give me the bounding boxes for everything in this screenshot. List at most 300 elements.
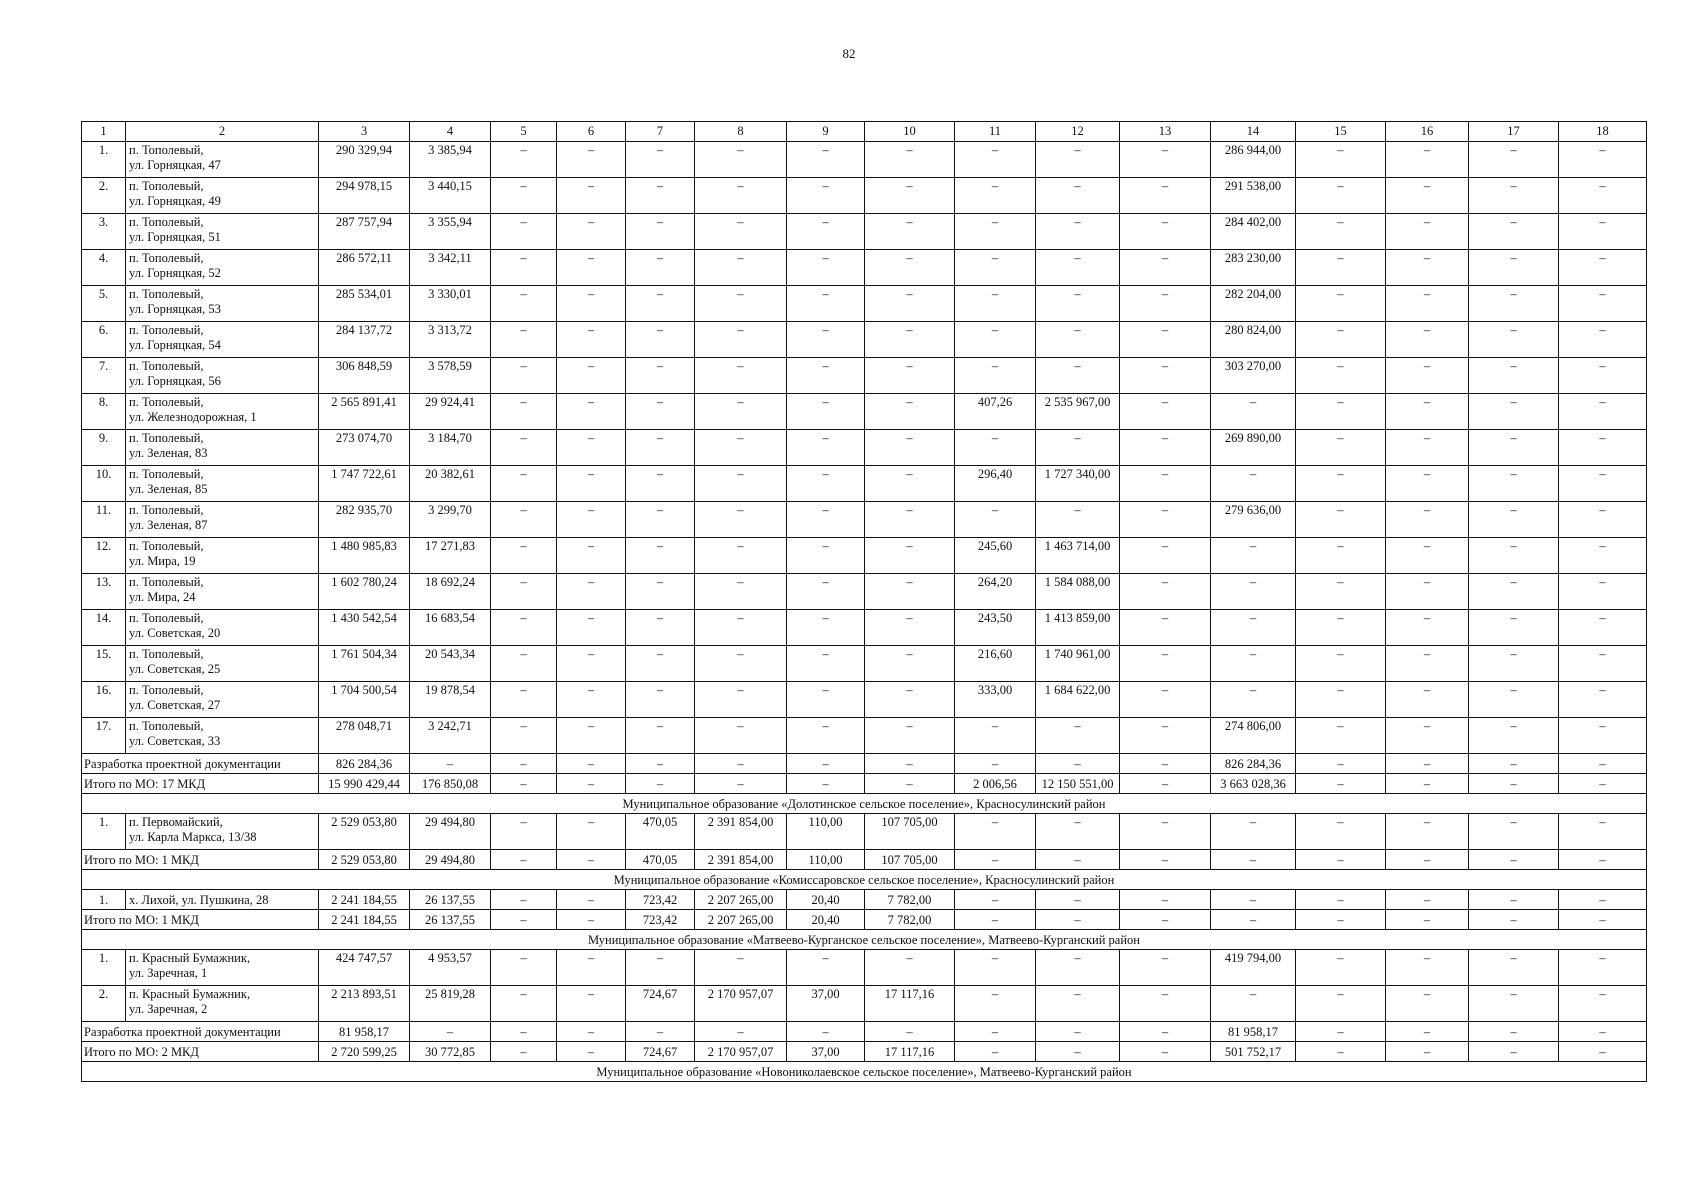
value-cell-col-11: – [955, 178, 1036, 214]
total-label: Итого по МО: 2 МКД [82, 1042, 319, 1062]
value-cell-col-3: 1 704 500,54 [319, 682, 410, 718]
value-cell-col-15: – [1296, 178, 1386, 214]
value-cell-col-18: – [1559, 466, 1647, 502]
value-cell-col-6: – [557, 286, 626, 322]
value-cell-col-10: 17 117,16 [865, 986, 955, 1022]
total-cell-col-11: 2 006,56 [955, 774, 1036, 794]
value-cell-col-12: – [1036, 142, 1120, 178]
total-cell-col-15: – [1296, 1042, 1386, 1062]
value-cell-col-17: – [1469, 394, 1559, 430]
building-address: п. Красный Бумажник, ул. Заречная, 1 [126, 950, 319, 986]
building-address: п. Тополевый, ул. Горняцкая, 51 [126, 214, 319, 250]
value-cell-col-4: 3 330,01 [410, 286, 491, 322]
total-cell-col-11: – [955, 910, 1036, 930]
total-cell-col-10: 107 705,00 [865, 850, 955, 870]
total-cell-col-18: – [1559, 850, 1647, 870]
column-number-12: 12 [1036, 122, 1120, 142]
building-row [82, 214, 1647, 250]
total-cell-col-13: – [1120, 850, 1211, 870]
total-cell-col-10: – [865, 1022, 955, 1042]
building-address: п. Тополевый, ул. Советская, 20 [126, 610, 319, 646]
total-cell-col-3: 826 284,36 [319, 754, 410, 774]
value-cell-col-9: – [787, 950, 865, 986]
value-cell-col-13: – [1120, 358, 1211, 394]
building-address: п. Тополевый, ул. Горняцкая, 47 [126, 142, 319, 178]
total-cell-col-4: 176 850,08 [410, 774, 491, 794]
section-header-row [82, 930, 1647, 950]
value-cell-col-13: – [1120, 250, 1211, 286]
column-number-16: 16 [1386, 122, 1469, 142]
column-number-11: 11 [955, 122, 1036, 142]
value-cell-col-11: – [955, 950, 1036, 986]
value-cell-col-15: – [1296, 986, 1386, 1022]
value-cell-col-16: – [1386, 466, 1469, 502]
row-number: 10. [82, 466, 126, 502]
value-cell-col-4: 29 494,80 [410, 814, 491, 850]
value-cell-col-4: 3 342,11 [410, 250, 491, 286]
value-cell-col-6: – [557, 950, 626, 986]
building-row [82, 610, 1647, 646]
total-cell-col-13: – [1120, 754, 1211, 774]
value-cell-col-15: – [1296, 466, 1386, 502]
value-cell-col-6: – [557, 142, 626, 178]
value-cell-col-6: – [557, 986, 626, 1022]
value-cell-col-12: – [1036, 178, 1120, 214]
row-number: 6. [82, 322, 126, 358]
value-cell-col-7: – [626, 286, 695, 322]
value-cell-col-18: – [1559, 286, 1647, 322]
value-cell-col-17: – [1469, 682, 1559, 718]
total-cell-col-8: – [695, 774, 787, 794]
value-cell-col-11: – [955, 322, 1036, 358]
value-cell-col-9: 110,00 [787, 814, 865, 850]
column-number-5: 5 [491, 122, 557, 142]
value-cell-col-13: – [1120, 574, 1211, 610]
value-cell-col-16: – [1386, 610, 1469, 646]
value-cell-col-18: – [1559, 610, 1647, 646]
total-row [82, 910, 1647, 930]
value-cell-col-5: – [491, 814, 557, 850]
value-cell-col-6: – [557, 682, 626, 718]
value-cell-col-15: – [1296, 646, 1386, 682]
column-number-6: 6 [557, 122, 626, 142]
value-cell-col-18: – [1559, 358, 1647, 394]
total-cell-col-16: – [1386, 1042, 1469, 1062]
value-cell-col-14: 269 890,00 [1211, 430, 1296, 466]
value-cell-col-8: – [695, 466, 787, 502]
value-cell-col-14: 303 270,00 [1211, 358, 1296, 394]
value-cell-col-13: – [1120, 394, 1211, 430]
value-cell-col-8: 2 391 854,00 [695, 814, 787, 850]
total-cell-col-9: – [787, 754, 865, 774]
building-row [82, 814, 1647, 850]
value-cell-col-18: – [1559, 718, 1647, 754]
value-cell-col-10: – [865, 286, 955, 322]
total-cell-col-17: – [1469, 850, 1559, 870]
value-cell-col-16: – [1386, 358, 1469, 394]
value-cell-col-7: – [626, 682, 695, 718]
total-cell-col-9: 37,00 [787, 1042, 865, 1062]
value-cell-col-10: – [865, 574, 955, 610]
value-cell-col-10: – [865, 646, 955, 682]
value-cell-col-14: – [1211, 646, 1296, 682]
building-address: п. Тополевый, ул. Горняцкая, 53 [126, 286, 319, 322]
value-cell-col-7: – [626, 250, 695, 286]
value-cell-col-15: – [1296, 430, 1386, 466]
value-cell-col-3: 1 747 722,61 [319, 466, 410, 502]
value-cell-col-15: – [1296, 950, 1386, 986]
value-cell-col-17: – [1469, 358, 1559, 394]
total-cell-col-12: 12 150 551,00 [1036, 774, 1120, 794]
value-cell-col-4: 16 683,54 [410, 610, 491, 646]
value-cell-col-5: – [491, 890, 557, 910]
value-cell-col-17: – [1469, 178, 1559, 214]
value-cell-col-7: – [626, 214, 695, 250]
value-cell-col-18: – [1559, 814, 1647, 850]
value-cell-col-17: – [1469, 610, 1559, 646]
section-header-row [82, 1062, 1647, 1082]
total-cell-col-16: – [1386, 754, 1469, 774]
value-cell-col-12: – [1036, 250, 1120, 286]
total-cell-col-6: – [557, 910, 626, 930]
total-cell-col-5: – [491, 1042, 557, 1062]
total-cell-col-8: 2 391 854,00 [695, 850, 787, 870]
row-number: 16. [82, 682, 126, 718]
column-number-9: 9 [787, 122, 865, 142]
total-cell-col-4: 29 494,80 [410, 850, 491, 870]
value-cell-col-4: 3 355,94 [410, 214, 491, 250]
total-row [82, 1042, 1647, 1062]
value-cell-col-11: – [955, 718, 1036, 754]
value-cell-col-16: – [1386, 502, 1469, 538]
value-cell-col-16: – [1386, 718, 1469, 754]
value-cell-col-13: – [1120, 142, 1211, 178]
value-cell-col-14: – [1211, 466, 1296, 502]
value-cell-col-8: – [695, 430, 787, 466]
value-cell-col-9: – [787, 610, 865, 646]
value-cell-col-18: – [1559, 986, 1647, 1022]
total-cell-col-7: – [626, 774, 695, 794]
value-cell-col-14: 283 230,00 [1211, 250, 1296, 286]
total-cell-col-3: 15 990 429,44 [319, 774, 410, 794]
value-cell-col-10: – [865, 610, 955, 646]
value-cell-col-5: – [491, 466, 557, 502]
row-number: 1. [82, 950, 126, 986]
value-cell-col-13: – [1120, 718, 1211, 754]
value-cell-col-3: 286 572,11 [319, 250, 410, 286]
value-cell-col-9: – [787, 142, 865, 178]
value-cell-col-4: 26 137,55 [410, 890, 491, 910]
value-cell-col-17: – [1469, 250, 1559, 286]
row-number: 17. [82, 718, 126, 754]
value-cell-col-15: – [1296, 502, 1386, 538]
total-cell-col-9: 110,00 [787, 850, 865, 870]
value-cell-col-13: – [1120, 610, 1211, 646]
total-label: Итого по МО: 1 МКД [82, 850, 319, 870]
value-cell-col-10: – [865, 358, 955, 394]
value-cell-col-3: 287 757,94 [319, 214, 410, 250]
value-cell-col-12: – [1036, 286, 1120, 322]
total-cell-col-17: – [1469, 910, 1559, 930]
value-cell-col-16: – [1386, 814, 1469, 850]
value-cell-col-15: – [1296, 890, 1386, 910]
section-title: Муниципальное образование «Комиссаровское сельское поселение», Красносулинский район [82, 870, 1647, 890]
value-cell-col-8: 2 207 265,00 [695, 890, 787, 910]
value-cell-col-7: – [626, 950, 695, 986]
total-cell-col-7: – [626, 1022, 695, 1042]
value-cell-col-12: – [1036, 502, 1120, 538]
building-row [82, 250, 1647, 286]
building-row [82, 574, 1647, 610]
total-cell-col-5: – [491, 850, 557, 870]
value-cell-col-9: – [787, 214, 865, 250]
value-cell-col-16: – [1386, 178, 1469, 214]
value-cell-col-9: – [787, 646, 865, 682]
total-cell-col-18: – [1559, 1042, 1647, 1062]
value-cell-col-11: – [955, 250, 1036, 286]
total-label: Итого по МО: 17 МКД [82, 774, 319, 794]
value-cell-col-8: – [695, 394, 787, 430]
value-cell-col-3: 294 978,15 [319, 178, 410, 214]
value-cell-col-11: – [955, 214, 1036, 250]
building-address: х. Лихой, ул. Пушкина, 28 [126, 890, 319, 910]
value-cell-col-3: 306 848,59 [319, 358, 410, 394]
building-row [82, 950, 1647, 986]
column-number-13: 13 [1120, 122, 1211, 142]
value-cell-col-7: – [626, 502, 695, 538]
value-cell-col-6: – [557, 394, 626, 430]
value-cell-col-17: – [1469, 502, 1559, 538]
value-cell-col-17: – [1469, 718, 1559, 754]
value-cell-col-7: – [626, 322, 695, 358]
total-cell-col-7: 724,67 [626, 1042, 695, 1062]
total-cell-col-4: – [410, 754, 491, 774]
value-cell-col-6: – [557, 214, 626, 250]
value-cell-col-12: – [1036, 718, 1120, 754]
value-cell-col-11: – [955, 814, 1036, 850]
value-cell-col-4: 3 440,15 [410, 178, 491, 214]
value-cell-col-5: – [491, 574, 557, 610]
column-number-17: 17 [1469, 122, 1559, 142]
total-cell-col-18: – [1559, 1022, 1647, 1042]
value-cell-col-3: 1 602 780,24 [319, 574, 410, 610]
value-cell-col-6: – [557, 430, 626, 466]
value-cell-col-6: – [557, 890, 626, 910]
total-cell-col-12: – [1036, 910, 1120, 930]
row-number: 1. [82, 814, 126, 850]
value-cell-col-10: – [865, 466, 955, 502]
value-cell-col-13: – [1120, 322, 1211, 358]
building-address: п. Тополевый, ул. Зеленая, 87 [126, 502, 319, 538]
value-cell-col-8: – [695, 502, 787, 538]
value-cell-col-12: 1 413 859,00 [1036, 610, 1120, 646]
value-cell-col-10: 7 782,00 [865, 890, 955, 910]
value-cell-col-11: – [955, 890, 1036, 910]
value-cell-col-13: – [1120, 178, 1211, 214]
value-cell-col-3: 424 747,57 [319, 950, 410, 986]
building-address: п. Тополевый, ул. Железнодорожная, 1 [126, 394, 319, 430]
column-number-15: 15 [1296, 122, 1386, 142]
value-cell-col-8: – [695, 646, 787, 682]
total-cell-col-9: – [787, 774, 865, 794]
value-cell-col-12: – [1036, 430, 1120, 466]
building-row [82, 538, 1647, 574]
value-cell-col-5: – [491, 142, 557, 178]
value-cell-col-7: – [626, 142, 695, 178]
value-cell-col-5: – [491, 538, 557, 574]
value-cell-col-11: – [955, 286, 1036, 322]
page-number: 82 [842, 46, 856, 61]
value-cell-col-18: – [1559, 322, 1647, 358]
value-cell-col-16: – [1386, 574, 1469, 610]
total-cell-col-8: 2 170 957,07 [695, 1042, 787, 1062]
total-cell-col-6: – [557, 1022, 626, 1042]
building-row [82, 322, 1647, 358]
value-cell-col-8: – [695, 358, 787, 394]
value-cell-col-7: – [626, 718, 695, 754]
value-cell-col-11: 216,60 [955, 646, 1036, 682]
total-cell-col-7: 723,42 [626, 910, 695, 930]
total-cell-col-4: 26 137,55 [410, 910, 491, 930]
value-cell-col-11: 296,40 [955, 466, 1036, 502]
value-cell-col-6: – [557, 502, 626, 538]
value-cell-col-18: – [1559, 142, 1647, 178]
row-number: 1. [82, 890, 126, 910]
value-cell-col-6: – [557, 814, 626, 850]
value-cell-col-7: 470,05 [626, 814, 695, 850]
value-cell-col-9: – [787, 718, 865, 754]
value-cell-col-18: – [1559, 394, 1647, 430]
value-cell-col-16: – [1386, 394, 1469, 430]
value-cell-col-17: – [1469, 430, 1559, 466]
total-cell-col-4: 30 772,85 [410, 1042, 491, 1062]
value-cell-col-4: 3 578,59 [410, 358, 491, 394]
column-number-8: 8 [695, 122, 787, 142]
value-cell-col-6: – [557, 646, 626, 682]
row-number: 13. [82, 574, 126, 610]
value-cell-col-9: – [787, 538, 865, 574]
value-cell-col-16: – [1386, 142, 1469, 178]
value-cell-col-12: – [1036, 986, 1120, 1022]
value-cell-col-9: – [787, 430, 865, 466]
value-cell-col-13: – [1120, 682, 1211, 718]
value-cell-col-12: – [1036, 358, 1120, 394]
value-cell-col-12: – [1036, 890, 1120, 910]
total-cell-col-8: – [695, 1022, 787, 1042]
total-row [82, 754, 1647, 774]
value-cell-col-7: – [626, 358, 695, 394]
value-cell-col-10: 107 705,00 [865, 814, 955, 850]
value-cell-col-3: 1 761 504,34 [319, 646, 410, 682]
section-title: Муниципальное образование «Долотинское сельское поселение», Красносулинский район [82, 794, 1647, 814]
total-cell-col-3: 2 720 599,25 [319, 1042, 410, 1062]
value-cell-col-18: – [1559, 682, 1647, 718]
building-address: п. Тополевый, ул. Советская, 25 [126, 646, 319, 682]
total-cell-col-12: – [1036, 850, 1120, 870]
building-address: п. Тополевый, ул. Горняцкая, 56 [126, 358, 319, 394]
value-cell-col-15: – [1296, 682, 1386, 718]
total-cell-col-14: 826 284,36 [1211, 754, 1296, 774]
total-cell-col-15: – [1296, 1022, 1386, 1042]
value-cell-col-16: – [1386, 322, 1469, 358]
column-number-18: 18 [1559, 122, 1647, 142]
value-cell-col-7: – [626, 538, 695, 574]
value-cell-col-8: – [695, 178, 787, 214]
value-cell-col-17: – [1469, 890, 1559, 910]
value-cell-col-5: – [491, 950, 557, 986]
value-cell-col-10: – [865, 394, 955, 430]
total-row [82, 1022, 1647, 1042]
value-cell-col-18: – [1559, 214, 1647, 250]
total-cell-col-14: – [1211, 850, 1296, 870]
value-cell-col-8: – [695, 682, 787, 718]
value-cell-col-5: – [491, 322, 557, 358]
value-cell-col-17: – [1469, 646, 1559, 682]
value-cell-col-11: 407,26 [955, 394, 1036, 430]
repair-cost-table [81, 121, 1647, 1082]
value-cell-col-15: – [1296, 142, 1386, 178]
total-cell-col-8: – [695, 754, 787, 774]
value-cell-col-10: – [865, 214, 955, 250]
value-cell-col-6: – [557, 718, 626, 754]
value-cell-col-11: – [955, 430, 1036, 466]
value-cell-col-14: – [1211, 986, 1296, 1022]
value-cell-col-3: 278 048,71 [319, 718, 410, 754]
value-cell-col-16: – [1386, 646, 1469, 682]
building-address: п. Красный Бумажник, ул. Заречная, 2 [126, 986, 319, 1022]
total-cell-col-5: – [491, 754, 557, 774]
value-cell-col-14: 291 538,00 [1211, 178, 1296, 214]
row-number: 3. [82, 214, 126, 250]
value-cell-col-11: – [955, 142, 1036, 178]
column-number-14: 14 [1211, 122, 1296, 142]
value-cell-col-3: 1 430 542,54 [319, 610, 410, 646]
value-cell-col-7: 723,42 [626, 890, 695, 910]
value-cell-col-5: – [491, 214, 557, 250]
value-cell-col-14: 419 794,00 [1211, 950, 1296, 986]
value-cell-col-10: – [865, 250, 955, 286]
value-cell-col-3: 2 213 893,51 [319, 986, 410, 1022]
building-row [82, 286, 1647, 322]
building-row [82, 358, 1647, 394]
value-cell-col-6: – [557, 610, 626, 646]
value-cell-col-15: – [1296, 394, 1386, 430]
total-cell-col-16: – [1386, 850, 1469, 870]
value-cell-col-17: – [1469, 466, 1559, 502]
value-cell-col-11: 264,20 [955, 574, 1036, 610]
value-cell-col-14: – [1211, 682, 1296, 718]
total-cell-col-9: – [787, 1022, 865, 1042]
total-cell-col-13: – [1120, 774, 1211, 794]
value-cell-col-10: – [865, 430, 955, 466]
value-cell-col-18: – [1559, 574, 1647, 610]
total-cell-col-6: – [557, 754, 626, 774]
building-row [82, 890, 1647, 910]
building-row [82, 466, 1647, 502]
total-label: Разработка проектной документации [82, 754, 319, 774]
value-cell-col-17: – [1469, 142, 1559, 178]
value-cell-col-3: 2 529 053,80 [319, 814, 410, 850]
value-cell-col-6: – [557, 250, 626, 286]
value-cell-col-14: 280 824,00 [1211, 322, 1296, 358]
value-cell-col-12: 1 727 340,00 [1036, 466, 1120, 502]
row-number: 8. [82, 394, 126, 430]
value-cell-col-9: 37,00 [787, 986, 865, 1022]
building-address: п. Тополевый, ул. Горняцкая, 49 [126, 178, 319, 214]
total-cell-col-12: – [1036, 1022, 1120, 1042]
value-cell-col-9: – [787, 574, 865, 610]
value-cell-col-15: – [1296, 718, 1386, 754]
